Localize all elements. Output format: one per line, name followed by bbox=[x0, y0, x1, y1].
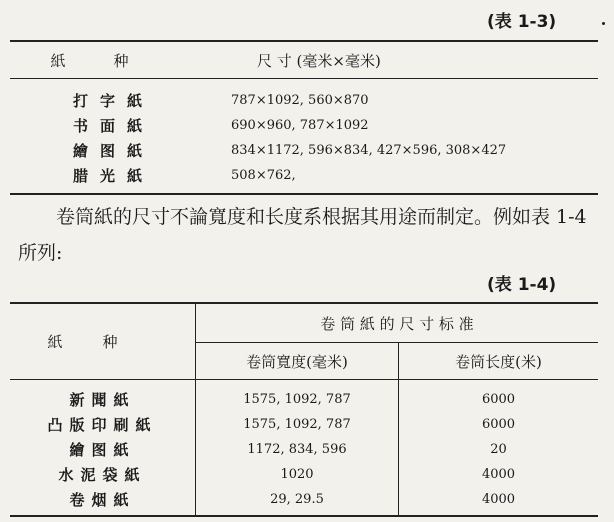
row-kind: 书面紙 bbox=[72, 117, 154, 135]
table-row bbox=[10, 462, 598, 487]
col-header-size: 尺 寸 (毫米×毫米) bbox=[217, 41, 598, 79]
row-sizes: 690×960, 787×1092 bbox=[231, 118, 369, 133]
col-header-kind: 紙种 bbox=[10, 303, 196, 380]
row-kind: 卷烟紙 bbox=[10, 487, 196, 516]
row-width: 1575, 1092, 787 bbox=[196, 380, 399, 413]
row-length: 4000 bbox=[481, 467, 516, 482]
roll-paper-size-table-1-4 bbox=[10, 302, 598, 517]
col-header-group: 卷 筒 紙 的 尺 寸 标 准 bbox=[196, 303, 599, 343]
row-kind: 腊光紙 bbox=[10, 163, 217, 194]
row-sizes: 834×1172, 596×834, 427×596, 308×427 bbox=[231, 143, 507, 158]
row-sizes: 787×1092, 560×870 bbox=[231, 93, 369, 108]
table-row bbox=[10, 113, 598, 138]
col-header-kind: 紙种 bbox=[10, 41, 217, 79]
table-row bbox=[10, 412, 598, 437]
table-row bbox=[10, 380, 598, 413]
col-header-roll-width: 卷筒寬度(毫米) bbox=[196, 343, 399, 380]
paper-size-table-1-3 bbox=[10, 40, 598, 195]
row-kind: 打字紙 bbox=[72, 92, 154, 110]
row-kind: 繪图紙 bbox=[10, 437, 196, 462]
row-width: 1575, 1092, 787 bbox=[196, 412, 399, 437]
table-row bbox=[10, 487, 598, 516]
row-kind: 新聞紙 bbox=[10, 380, 196, 413]
row-width: 1172, 834, 596 bbox=[196, 437, 399, 462]
row-length: 6000 bbox=[481, 417, 516, 432]
table-row bbox=[10, 138, 598, 163]
table-1-4-caption: (表 1-4) bbox=[487, 275, 557, 295]
table-1-3-caption: (表 1-3) bbox=[487, 12, 557, 32]
row-kind: 水泥袋紙 bbox=[10, 462, 196, 487]
row-length: 20 bbox=[490, 442, 507, 457]
col-header-roll-length: 卷筒长度(米) bbox=[399, 343, 599, 380]
row-sizes: 508×762, bbox=[217, 163, 598, 194]
row-kind: 凸版印刷紙 bbox=[10, 412, 196, 437]
row-length: 6000 bbox=[481, 392, 516, 407]
table-row bbox=[10, 79, 598, 114]
row-width: 29, 29.5 bbox=[196, 487, 399, 516]
row-length: 4000 bbox=[399, 487, 599, 516]
row-width: 1020 bbox=[196, 462, 399, 487]
speck bbox=[602, 22, 605, 25]
row-kind: 繪图紙 bbox=[72, 142, 154, 160]
body-paragraph: 卷筒紙的尺寸不論寬度和长度系根据其用途而制定。例如表 1-4 所列: bbox=[18, 206, 587, 264]
table-row bbox=[10, 163, 598, 194]
table-row bbox=[10, 437, 598, 462]
